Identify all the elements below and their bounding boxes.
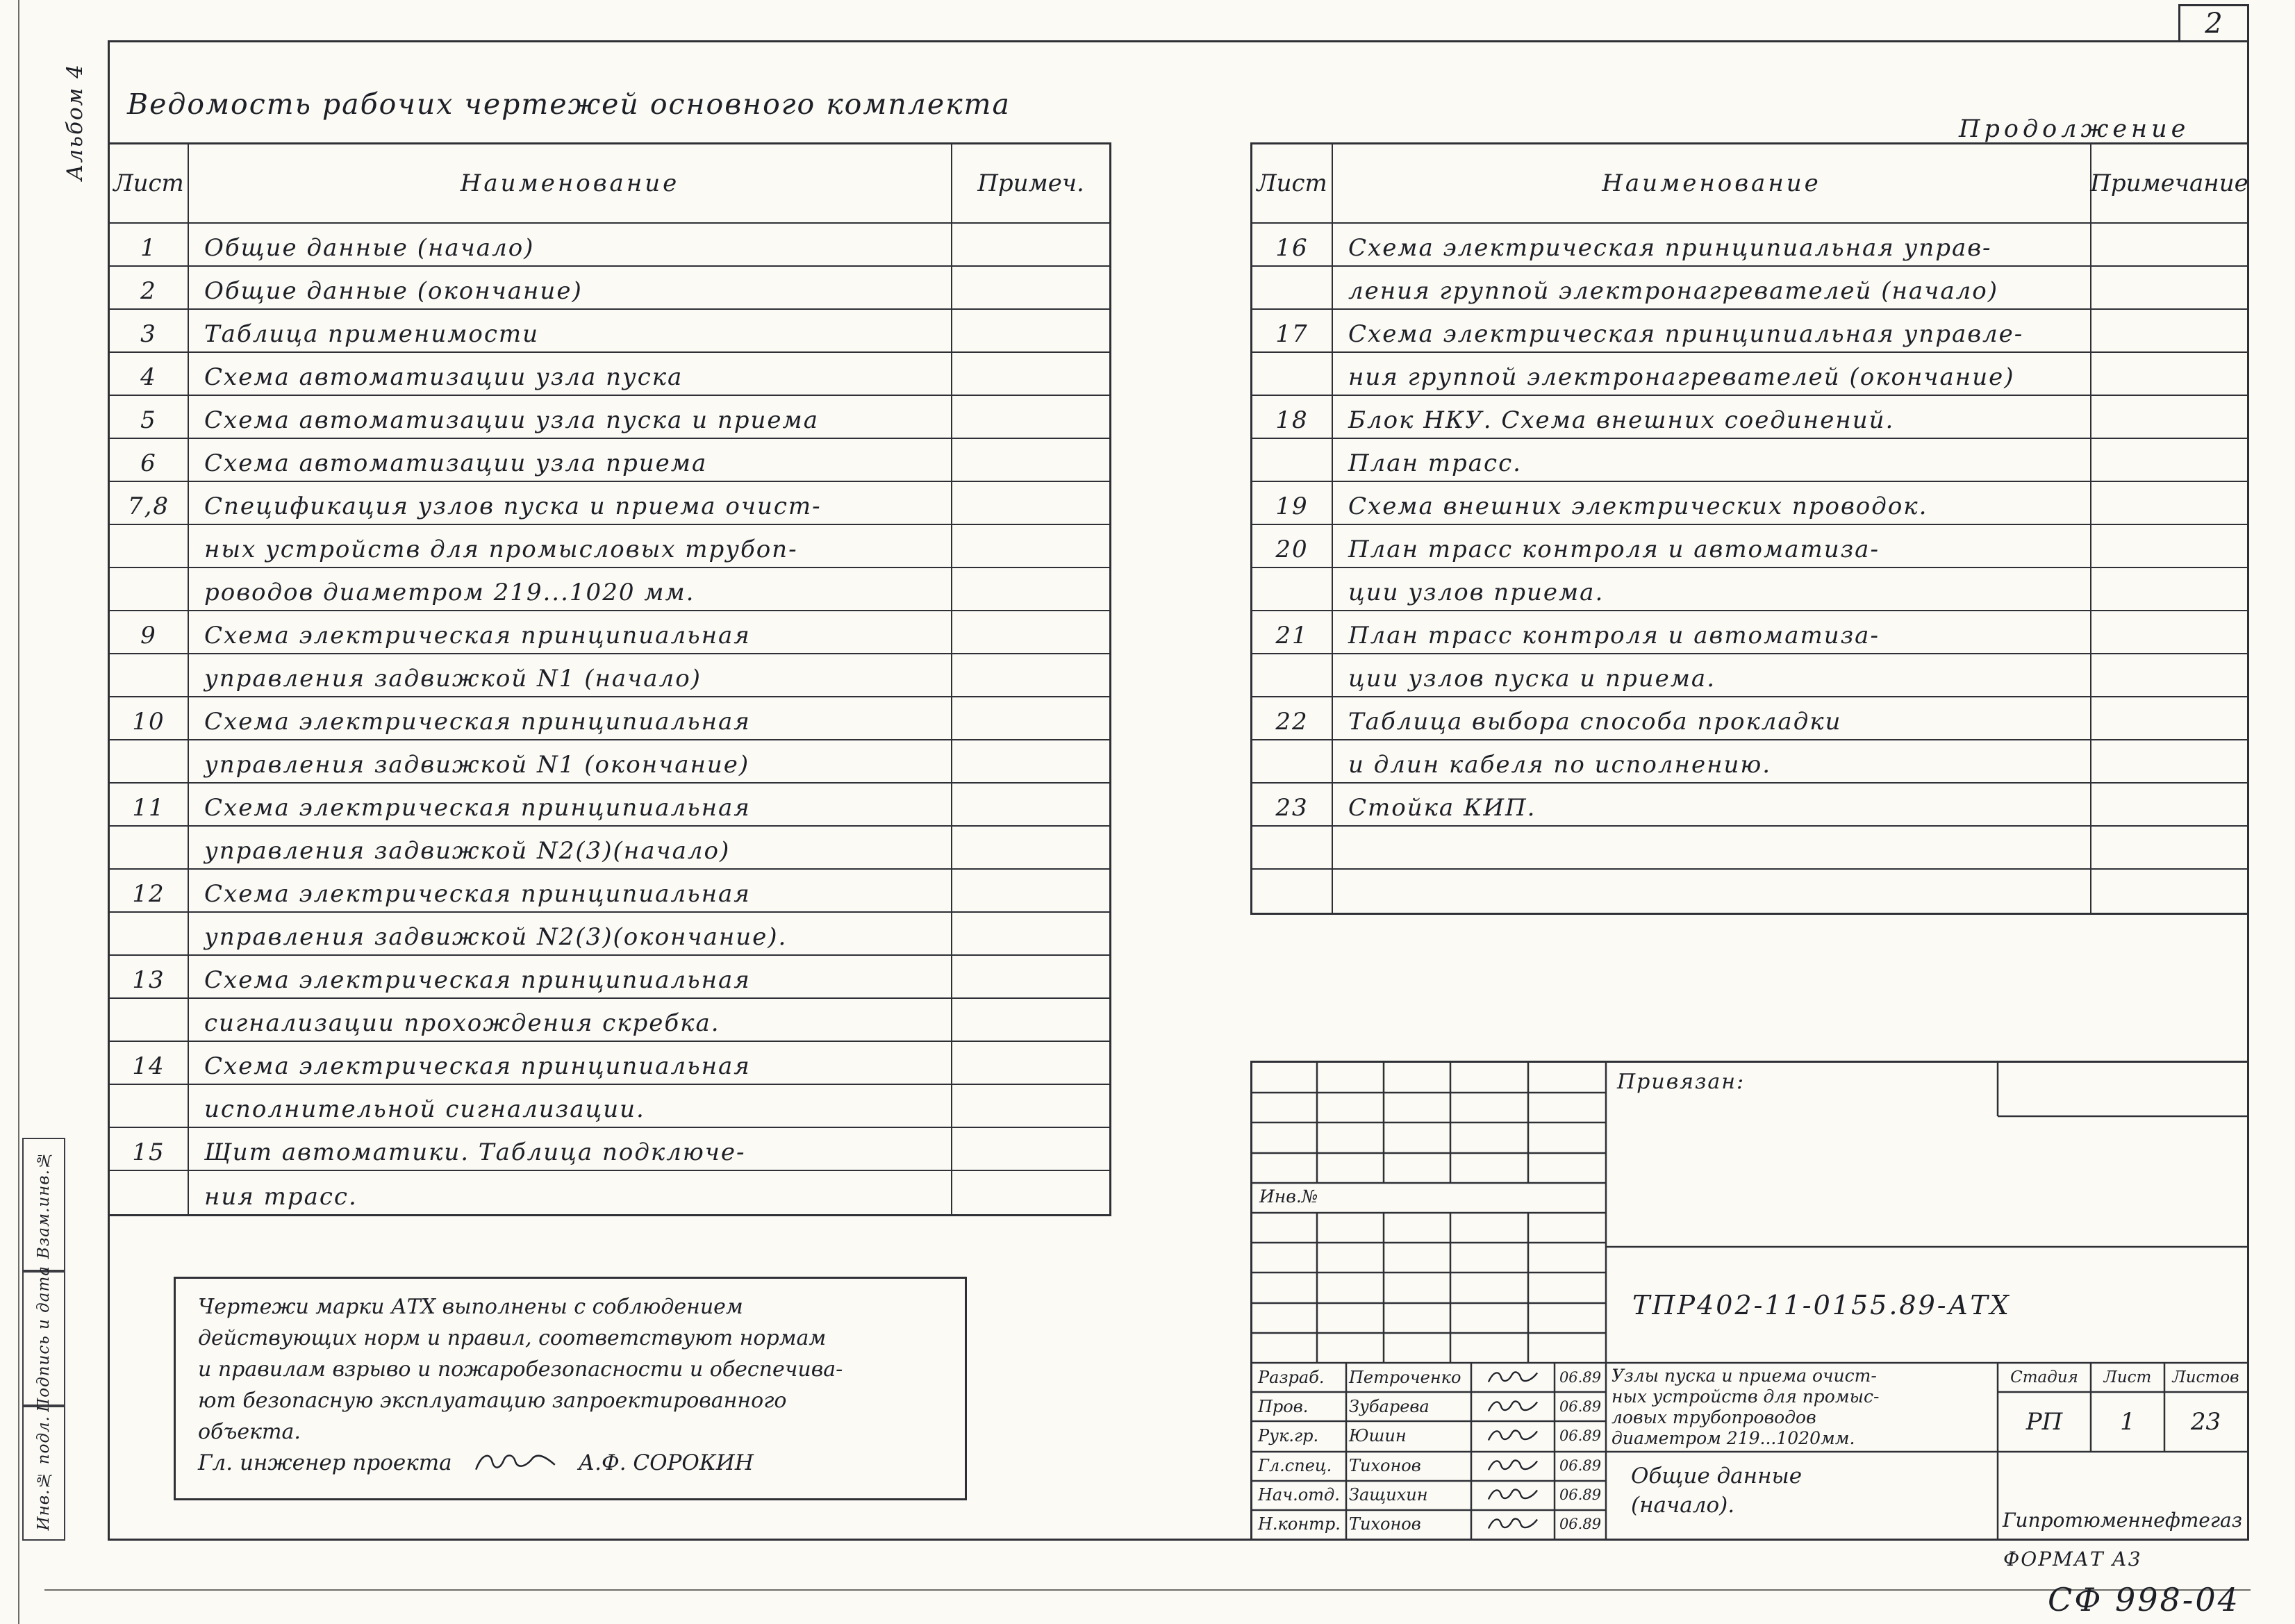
signature-mark [1471,1515,1555,1533]
project-description [1612,1366,1994,1449]
sheet-value: 1 [2120,1408,2135,1436]
sheet-number-cell [110,654,189,697]
sheet-number-cell: 4 [110,353,189,396]
sheet-number-cell [110,913,189,956]
sheet-title-line: (начало). [1631,1493,1735,1518]
drawing-name-cell: и длин кабеля по исполнению. [1333,740,2091,784]
table-row [1252,784,2247,827]
stage-value-row [1998,1392,2247,1452]
note-cell [952,439,1109,482]
table-row [1252,525,2247,568]
note-cell [952,1171,1109,1214]
table-row [1252,482,2247,525]
drawing-name-cell: Общие данные (начало) [189,224,952,267]
drawing-name-cell: роводов диаметром 219...1020 мм. [189,568,952,611]
drawing-name-cell: ных устройств для промысловых трубоп- [189,525,952,568]
note-cell [952,654,1109,697]
signature-role: Н.контр. [1258,1514,1341,1534]
sheet-number-cell: 9 [110,611,189,654]
table-row [1252,740,2247,784]
table-row [110,611,1109,654]
table-row [110,396,1109,439]
note-cell [2091,396,2247,439]
project-description-line: Узлы пуска и приема очист- [1612,1366,1877,1386]
stage-value: РП [2025,1408,2063,1436]
signature-icon [1486,1457,1540,1475]
signature-name: Зубарева [1349,1397,1430,1417]
signature-date: 06.89 [1559,1369,1602,1386]
continuation-label: Продолжение [1959,115,2190,143]
note-cell [952,870,1109,913]
sheet-number-cell [110,1085,189,1128]
sheet-number-cell: 7,8 [110,482,189,525]
table-row [1252,224,2247,267]
column-header-note: Примеч. [977,169,1084,197]
signature-date: 06.89 [1559,1457,1602,1474]
signature-name: Петроченко [1349,1368,1461,1388]
sheet-number-cell: 13 [110,956,189,999]
sheet-number-cell [1252,827,1333,870]
sheet-number-cell: 20 [1252,525,1333,568]
margin-label: Взам.инв.№ [35,1150,53,1259]
drawing-name-cell: управления задвижкой N2(3)(окончание). [189,913,952,956]
sheet-number-cell [1252,267,1333,310]
sheets-value: 23 [2190,1408,2221,1436]
note-cell [952,353,1109,396]
signature-row [1252,1363,1606,1392]
note-cell [2091,310,2247,353]
drawing-name-cell: Таблица применимости [189,310,952,353]
signature-name: Юшин [1349,1426,1407,1446]
note-cell [952,1085,1109,1128]
signature-name: Тихонов [1349,1514,1421,1534]
drawing-name-cell: Схема электрическая принципиальная [189,611,952,654]
margin-box-inventory [22,1406,65,1541]
table-row [110,740,1109,784]
sheet-number-cell [110,740,189,784]
drawing-name-cell [1333,827,2091,870]
drawing-name-cell: Схема автоматизации узла пуска и приема [189,396,952,439]
table-body [110,224,1109,1214]
table-row [110,697,1109,740]
drawing-name-cell: сигнализации прохождения скребка. [189,999,952,1042]
drawing-name-cell: Блок НКУ. Схема внешних соединений. [1333,396,2091,439]
table-row [110,956,1109,999]
margin-label: Инв.№ подл. [35,1416,53,1531]
signature-icon [1486,1398,1540,1416]
sheet-number-cell [1252,870,1333,913]
note-text-line: ют безопасную эксплуатацию запроектированного [198,1389,787,1413]
table-row [110,568,1109,611]
signature-mark [1471,1427,1555,1445]
drawing-name-cell: ния группой электронагревателей (окончание) [1333,353,2091,396]
table-row [1252,611,2247,654]
sheet-label: Лист [2103,1368,2152,1386]
sheet-number-cell: 21 [1252,611,1333,654]
signature-name: Тихонов [1349,1455,1421,1475]
note-cell [952,740,1109,784]
scan-bottom-line [44,1589,2251,1591]
margin-label: Подпись и дата [35,1265,53,1412]
stage-header-row [1998,1363,2247,1392]
table-row [110,913,1109,956]
table-row [110,310,1109,353]
sheet-number-cell [1252,568,1333,611]
sheet-number-cell: 12 [110,870,189,913]
page-number-box [2178,4,2249,42]
signature-row [1252,1509,1606,1539]
table-row [110,1042,1109,1085]
drawing-name-cell: ния трасс. [189,1171,952,1214]
drawing-name-cell [1333,870,2091,913]
drawing-name-cell: исполнительной сигнализации. [189,1085,952,1128]
sheet-number-cell [1252,654,1333,697]
drawing-name-cell: Схема электрическая принципиальная [189,1042,952,1085]
table-row [1252,827,2247,870]
table-row [1252,353,2247,396]
signature-role: Пров. [1258,1397,1309,1417]
project-description-line: диаметром 219...1020мм. [1612,1428,1855,1448]
signature-table [1252,1363,1606,1539]
attached-label: Привязан: [1617,1070,1746,1094]
table-row [1252,654,2247,697]
note-cell [2091,439,2247,482]
drawing-name-cell: Схема электрическая принципиальная управле- [1333,310,2091,353]
note-cell [2091,267,2247,310]
stage-label: Стадия [2010,1368,2078,1386]
table-header [110,144,1109,224]
organization-name: Гипротюменнефтегаз [2003,1509,2242,1532]
signature-icon [470,1450,561,1475]
note-cell [952,1042,1109,1085]
note-cell [2091,697,2247,740]
sheet-number-cell: 17 [1252,310,1333,353]
drawing-name-cell: Схема электрическая принципиальная [189,870,952,913]
note-cell [952,224,1109,267]
signature-icon [1486,1368,1540,1386]
sheet-number-cell: 3 [110,310,189,353]
note-cell [952,784,1109,827]
signature-mark [1471,1457,1555,1475]
project-description-line: ловых трубопроводов [1612,1407,1816,1427]
note-cell [952,267,1109,310]
note-cell [952,956,1109,999]
signature-icon [1486,1515,1540,1533]
signature-icon [1486,1427,1540,1445]
drawing-name-cell: Спецификация узлов пуска и приема очист- [189,482,952,525]
drawing-name-cell: Таблица выбора способа прокладки [1333,697,2091,740]
column-header-name: Наименование [189,144,952,222]
drawing-name-cell: ции узлов пуска и приема. [1333,654,2091,697]
sheet-number-cell [110,827,189,870]
drawing-name-cell: Схема электрическая принципиальная управ- [1333,224,2091,267]
signer-name: А.Ф. СОРОКИН [578,1450,754,1475]
inventory-number-label: Инв.№ [1259,1186,1318,1207]
sheet-number-cell [110,999,189,1042]
note-cell [2091,784,2247,827]
note-cell [2091,611,2247,654]
drawing-name-cell: Схема электрическая принципиальная [189,697,952,740]
note-cell [952,1128,1109,1171]
format-label: ФОРМАТ А3 [2003,1548,2142,1571]
table-row [110,353,1109,396]
sheet-number-cell: 1 [110,224,189,267]
sheet-number-cell: 23 [1252,784,1333,827]
note-cell [2091,740,2247,784]
signature-role: Гл.спец. [1258,1455,1332,1475]
note-cell [952,999,1109,1042]
sheet-number-cell: 6 [110,439,189,482]
note-cell [2091,568,2247,611]
margin-box-replacement-inv [22,1138,65,1271]
drawing-name-cell: Схема автоматизации узла пуска [189,353,952,396]
sheet-number-cell: 5 [110,396,189,439]
sheet-title-line: Общие данные [1631,1464,1803,1489]
sheet-title [1631,1461,1802,1520]
drawing-name-cell: Схема автоматизации узла приема [189,439,952,482]
form-code: СФ 998-04 [2048,1581,2240,1618]
table-row [110,870,1109,913]
drawing-name-cell: Схема внешних электрических проводок. [1333,482,2091,525]
signature-row [1252,1451,1606,1480]
signature-mark [1471,1486,1555,1504]
signature-mark [1471,1368,1555,1386]
scan-edge-line [18,0,19,1624]
note-cell [952,482,1109,525]
note-cell [2091,482,2247,525]
note-cell [2091,870,2247,913]
signature-row [1252,1392,1606,1421]
sheet-number-cell [110,568,189,611]
signature-icon [1486,1486,1540,1504]
table-row [1252,310,2247,353]
signature-name: Защихин [1349,1484,1428,1505]
sheet-number-cell: 10 [110,697,189,740]
drawings-table-left [108,142,1111,1216]
note-cell [952,913,1109,956]
column-header-note: Примечание [2090,169,2248,197]
signature-date: 06.89 [1559,1515,1602,1532]
sheet-number-cell: 19 [1252,482,1333,525]
note-cell [952,525,1109,568]
album-label: Альбом 4 [63,63,88,181]
sheet-number-cell: 2 [110,267,189,310]
signature-row [1252,1480,1606,1509]
drawing-name-cell: План трасс контроля и автоматиза- [1333,611,2091,654]
drawing-name-cell: Схема электрическая принципиальная [189,956,952,999]
table-row [110,224,1109,267]
drawing-name-cell: управления задвижкой N1 (начало) [189,654,952,697]
signature-role: Разраб. [1258,1368,1325,1388]
note-cell [2091,827,2247,870]
table-row [110,999,1109,1042]
table-row [110,439,1109,482]
note-cell [952,310,1109,353]
note-cell [952,568,1109,611]
note-cell [2091,525,2247,568]
signature-date: 06.89 [1559,1427,1602,1445]
table-row [110,1085,1109,1128]
note-text-line: Чертежи марки АТХ выполнены с соблюдением [198,1295,743,1319]
engineer-signature-line [198,1450,965,1475]
margin-box-signature-date [22,1265,65,1412]
column-header-sheet: Лист [110,144,189,222]
note-cell [2091,353,2247,396]
note-text-line: и правилам взрыво и пожаробезопасности и обеспечива- [198,1357,843,1382]
column-header-name: Наименование [1333,144,2091,222]
note-cell [2091,224,2247,267]
compliance-note [174,1277,967,1500]
column-header-sheet: Лист [1252,144,1333,222]
drawing-name-cell: Щит автоматики. Таблица подключе- [189,1128,952,1171]
signature-role: Нач.отд. [1258,1484,1340,1505]
sheets-label: Листов [2172,1368,2239,1386]
table-row [1252,439,2247,482]
table-row [110,1171,1109,1214]
note-cell [952,697,1109,740]
table-row [110,525,1109,568]
drawing-name-cell: ции узлов приема. [1333,568,2091,611]
drawing-name-cell: План трасс контроля и автоматиза- [1333,525,2091,568]
table-header [1252,144,2247,224]
page-number: 2 [2205,7,2223,40]
table-row [110,267,1109,310]
table-row [110,784,1109,827]
table-row [1252,267,2247,310]
drawing-name-cell: управления задвижкой N1 (окончание) [189,740,952,784]
project-description-line: ных устройств для промыс- [1612,1386,1880,1407]
drawing-name-cell: Общие данные (окончание) [189,267,952,310]
table-row [110,827,1109,870]
note-cell [2091,654,2247,697]
table-row [1252,568,2247,611]
sheet-number-cell [110,525,189,568]
document-code: ТПР402-11-0155.89-АТХ [1632,1289,2011,1320]
drawing-name-cell: Стойка КИП. [1333,784,2091,827]
sheet-number-cell: 16 [1252,224,1333,267]
table-row [1252,396,2247,439]
signer-role: Гл. инженер проекта [198,1450,452,1475]
sheet-number-cell: 11 [110,784,189,827]
table-row [110,1128,1109,1171]
sheet-number-cell: 15 [110,1128,189,1171]
signature-date: 06.89 [1559,1486,1602,1503]
note-text-line: действующих норм и правил, соответствуют нормам [198,1326,827,1350]
sheet-number-cell: 14 [110,1042,189,1085]
signature-role: Рук.гр. [1258,1426,1319,1446]
drawing-name-cell: План трасс. [1333,439,2091,482]
drawing-name-cell: управления задвижкой N2(3)(начало) [189,827,952,870]
drawings-table-right [1250,142,2249,915]
drawing-name-cell: Схема электрическая принципиальная [189,784,952,827]
table-row [1252,697,2247,740]
signature-row [1252,1421,1606,1450]
note-text-line: объекта. [198,1420,301,1444]
sheet-number-cell [1252,439,1333,482]
sheet-number-cell [110,1171,189,1214]
note-cell [952,396,1109,439]
sheet-number-cell [1252,740,1333,784]
sheet-number-cell: 18 [1252,396,1333,439]
page-title: Ведомость рабочих чертежей основного комплекта [127,88,1011,121]
table-row [110,482,1109,525]
note-cell [952,611,1109,654]
table-body [1252,224,2247,913]
drawing-name-cell: ления группой электронагревателей (начало) [1333,267,2091,310]
table-row [110,654,1109,697]
note-cell [952,827,1109,870]
title-block [1250,1061,2249,1541]
signature-mark [1471,1398,1555,1416]
sheet-number-cell [1252,353,1333,396]
sheet-number-cell: 22 [1252,697,1333,740]
signature-date: 06.89 [1559,1398,1602,1416]
table-row [1252,870,2247,913]
